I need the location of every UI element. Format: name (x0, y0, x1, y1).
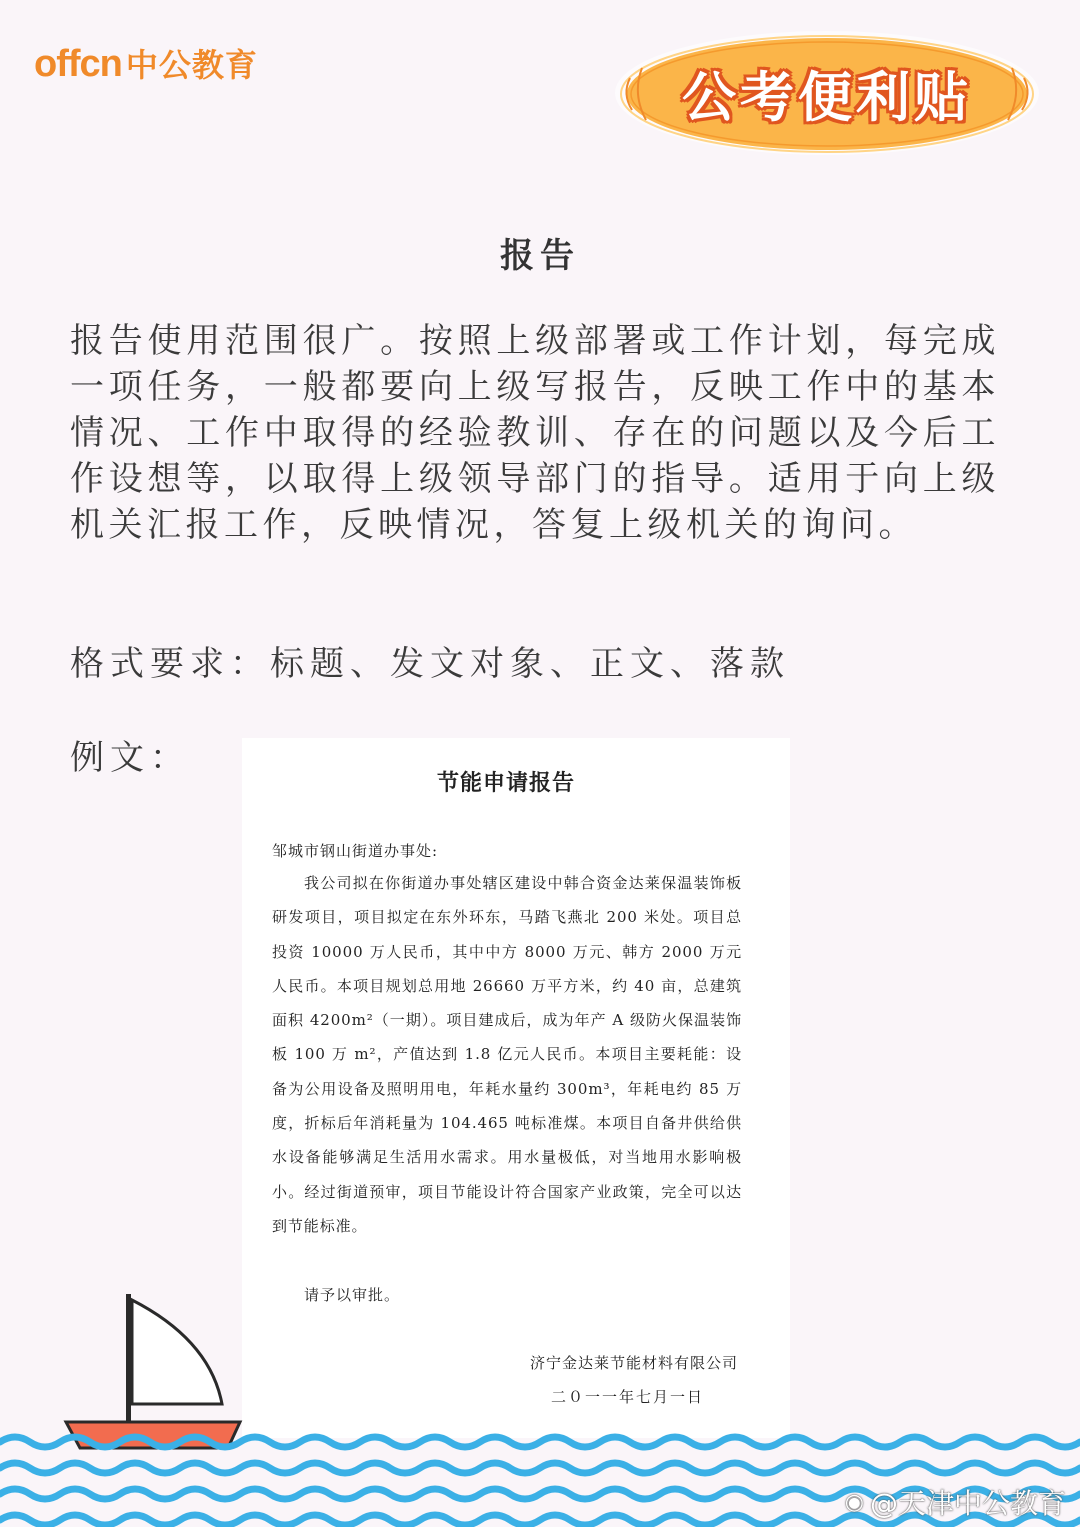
document-request: 请予以审批。 (304, 1286, 401, 1304)
document-addressee: 邹城市钢山街道办事处: (272, 842, 439, 860)
format-requirement: 格式要求：标题、发文对象、正文、落款 (70, 644, 790, 684)
watermark-text: @天津中公教育 (869, 1487, 1066, 1520)
sailboat-icon (60, 1290, 250, 1450)
document-company: 济宁金达莱节能材料有限公司 (529, 1354, 738, 1372)
example-label: 例文： (70, 738, 190, 778)
description-paragraph: 报告使用范围很广。按照上级部署或工作计划，每完成一项任务，一般都要向上级写报告，反映工作中的基本情况、工作中取得的经验教训、存在的问题以及今后工作设想等，以取得上级领导部门的指导。适用于向上级机关汇报工作，反映情况，答复上级机关的询问。 (70, 321, 1000, 545)
document-body: 我公司拟在你街道办事处辖区建设中韩合资金达莱保温装饰板研发项目，项目拟定在东外环东，马踏飞燕北 200 米处。项目总投资 10000 万人民币，其中中方 8000 万元、韩方 2000 万元人民币。本项目规划总用地 26660 万平方米，约 40 亩，总建筑面积 4200m²（一期）。项目建成后，成为年产 A 级防火保温装饰板 100 万 m²，产值达到 1.8 亿元人民币。本项目主要耗能：设备为公用设备及照明用电，年耗水量约 300m³，年耗电约 85 万度，折标后年消耗量为 104.465 吨标准煤。本项目自备井供给供水设备能够满足生活用水需求。用水量极低，对当地用水影响极小。经过街道预审，项目节能设计符合国家产业政策，完全可以达到节能标准。 (272, 874, 742, 1235)
weibo-icon: ◉ (844, 1489, 864, 1515)
logo-latin: offcn (34, 43, 122, 85)
document-date: 二０一一年七月一日 (550, 1388, 704, 1406)
document-title: 节能申请报告 (436, 771, 575, 796)
watermark (845, 1482, 1066, 1522)
example-document (242, 738, 790, 1438)
badge-gongkao (612, 28, 1042, 158)
section-title: 报告 (500, 236, 580, 276)
logo-chinese: 中公教育 (125, 46, 258, 84)
offcn-logo (34, 40, 258, 86)
badge-text: 公考便利贴 (682, 65, 972, 129)
